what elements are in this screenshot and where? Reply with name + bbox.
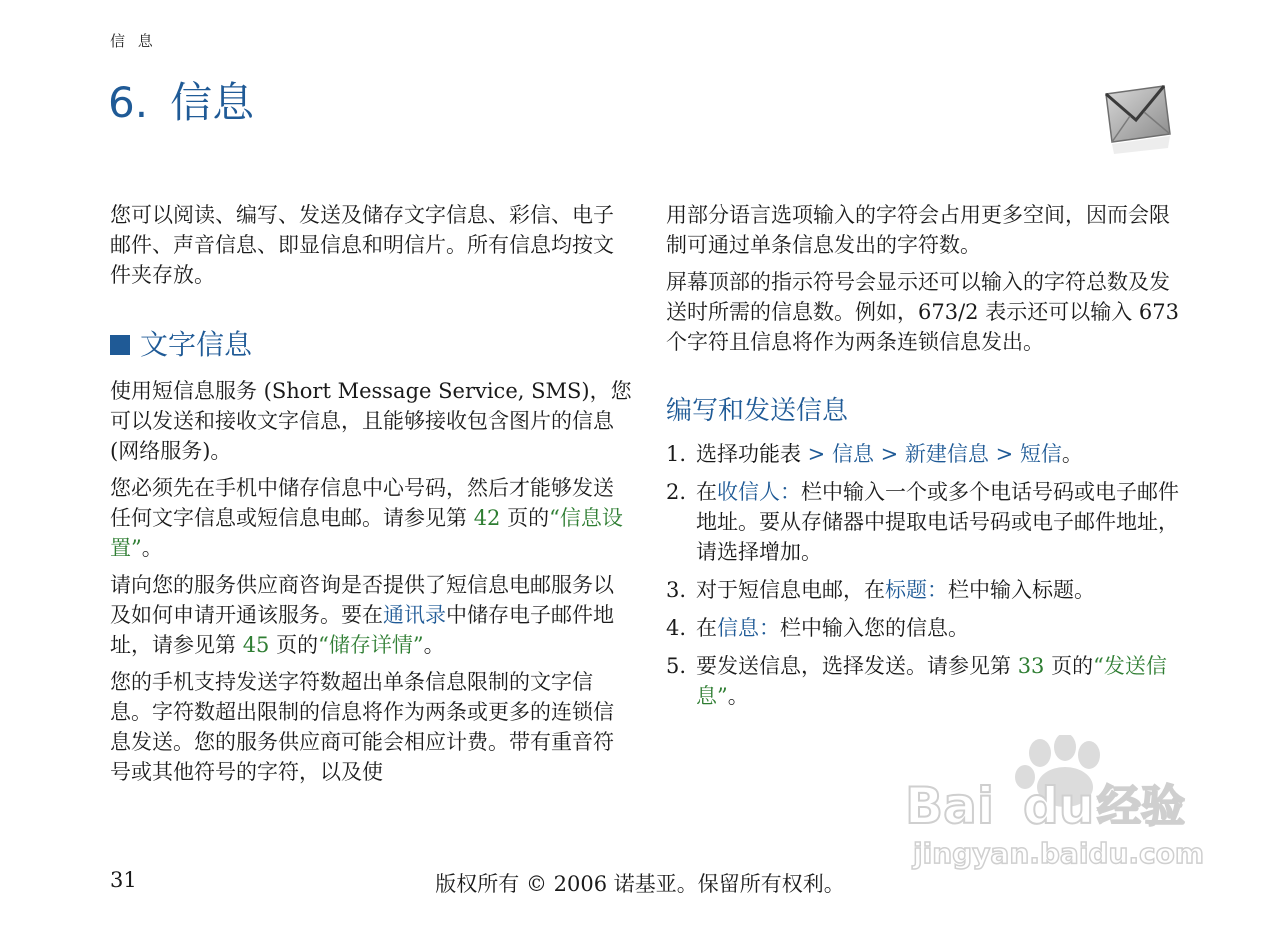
sms-paragraph: 使用短信息服务 (Short Message Service, SMS)，您可以发送和接收文字信息，且能够接收包含图片的信息 (网络服务)。 (110, 379, 632, 463)
text: 。 (727, 684, 749, 708)
step-text (696, 651, 1186, 711)
page-ref[interactable]: 33 (1017, 654, 1045, 678)
step-text (696, 575, 1186, 605)
list-item (666, 575, 1186, 605)
text: 栏中输入标题。 (948, 578, 1095, 602)
separator: > (801, 442, 832, 466)
text: 在 (696, 616, 717, 640)
send-term: 发送 (864, 654, 906, 678)
text: 在 (696, 480, 717, 504)
list-item (666, 477, 1186, 567)
add-term: 增加 (759, 540, 801, 564)
message-field-link[interactable]: 信息： (717, 616, 780, 640)
continued-paragraph: 用部分语言选项输入的字符会占用更多空间，因而会限制可通过单条信息发出的字符数。 (666, 203, 1170, 257)
page-ref[interactable]: 42 (473, 506, 501, 530)
steps-list (666, 439, 1186, 711)
watermark-brand2: du (1023, 777, 1095, 835)
save-details-link[interactable]: “储存详情” (318, 633, 424, 657)
watermark-url: jingyan.baidu.com (913, 837, 1205, 870)
footer-copyright: 版权所有 © 2006 诺基亚。保留所有权利。 (435, 872, 845, 896)
message-settings-link[interactable]: “信息设置” (110, 506, 623, 560)
page-number: 31 (110, 868, 137, 892)
section-heading-text: 文字信息 (140, 328, 253, 361)
text: 页的 (1044, 654, 1094, 678)
text: 栏中输入您的信息。 (780, 616, 969, 640)
chapter-title (108, 70, 254, 130)
text: 。请参见第 (906, 654, 1018, 678)
running-head: 信 息 (110, 32, 157, 50)
baidu-watermark (905, 735, 1205, 885)
text: 页的 (269, 633, 319, 657)
text: 请向您的服务供应商咨询是否提供了短信息电邮服务以及如何申请开通该服务。要在 (110, 573, 614, 627)
text: 要发送信息，选择 (696, 654, 864, 678)
text: 。 (1061, 442, 1083, 466)
chapter-title-text: 信息 (170, 78, 255, 127)
sms-email-paragraph (110, 570, 632, 660)
concatenated-paragraph: 您的手机支持发送字符数超出单条信息限制的文字信息。字符数超出限制的信息将作为两条或更多的连锁信息发送。您的服务供应商可能会相应计费。带有重音符号或其他符号的字符，以及使 (110, 670, 614, 784)
list-item (666, 651, 1186, 711)
step-number: 2. (666, 480, 687, 504)
step-text (696, 439, 1186, 469)
center-number-paragraph (110, 473, 632, 563)
text-message-link[interactable]: 短信 (1019, 442, 1062, 466)
messaging-link[interactable]: 信息 (831, 442, 874, 466)
chapter-number: 6. (108, 78, 149, 127)
step-number: 3. (666, 578, 687, 602)
text: 。 (801, 540, 822, 564)
page-ref[interactable]: 45 (242, 633, 270, 657)
watermark-brand: Bai (905, 777, 994, 835)
text: 。 (141, 536, 163, 560)
text: 页的 (500, 506, 550, 530)
envelope-icon (1100, 82, 1174, 154)
step-text (696, 477, 1186, 567)
text: 您必须先在手机中储存信息中心号码，然后才能够发送任何文字信息或短信息电邮。请参见第 (110, 476, 614, 530)
text: 。 (423, 633, 445, 657)
recipient-field-link[interactable]: 收信人： (717, 480, 801, 504)
subsection-heading: 编写和发送信息 (666, 396, 849, 426)
separator: > (873, 442, 905, 466)
text: 中储存电子邮件地址，请参见第 (110, 603, 614, 657)
right-column (666, 200, 1186, 719)
step-number: 4. (666, 616, 687, 640)
indicator-paragraph: 屏幕顶部的指示符号会显示还可以输入的字符总数及发送时所需的信息数。例如，673/2 表示还可以输入 673 个字符且信息将作为两条连锁信息发出。 (666, 270, 1179, 354)
list-item (666, 613, 1186, 643)
text: 栏中输入一个或多个电话号码或电子邮件地址。要从存储器中提取电话号码或电子邮件地址，请选择 (696, 480, 1179, 564)
list-item (666, 439, 1186, 469)
intro-paragraph: 您可以阅读、编写、发送及储存文字信息、彩信、电子邮件、声音信息、即显信息和明信片。所有信息均按文件夹存放。 (110, 203, 614, 287)
contacts-link[interactable]: 通讯录 (383, 603, 446, 627)
left-column (110, 200, 632, 794)
step-number: 5. (666, 654, 687, 678)
watermark-suffix: 经验 (1097, 781, 1185, 832)
menu-term: 功能表 (738, 442, 801, 466)
separator: > (988, 442, 1020, 466)
step-number: 1. (666, 442, 687, 466)
subject-field-link[interactable]: 标题： (885, 578, 948, 602)
text: 对于短信息电邮，在 (696, 578, 885, 602)
send-message-link[interactable]: “发送信息” (696, 654, 1167, 708)
square-bullet-icon (110, 335, 130, 355)
section-heading (110, 328, 632, 362)
step-text (696, 613, 1186, 643)
create-message-link[interactable]: 新建信息 (904, 442, 989, 466)
text: 选择 (696, 442, 738, 466)
